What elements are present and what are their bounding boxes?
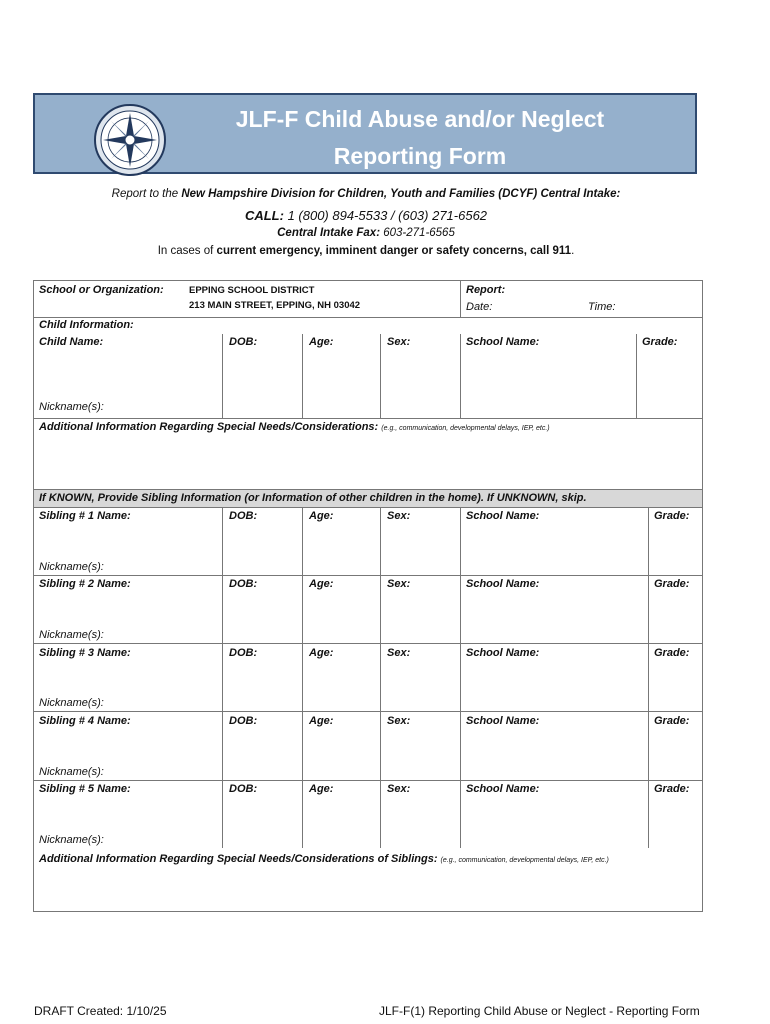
divider xyxy=(34,780,702,781)
divider xyxy=(34,643,702,644)
sibling-5-nickname-label: Nickname(s): xyxy=(39,834,104,846)
child-school-name-label: School Name: xyxy=(466,336,540,348)
sibling-2-sex-label: Sex: xyxy=(387,578,411,590)
divider xyxy=(648,711,649,780)
sibling-2-grade-label: Grade: xyxy=(654,578,690,590)
emergency-text: current emergency, imminent danger or safety concerns, call 911 xyxy=(216,245,572,257)
divider xyxy=(460,575,461,643)
sibling-1-name-label: Sibling # 1 Name: xyxy=(39,510,131,522)
divider xyxy=(648,575,649,643)
time-label: Time: xyxy=(588,301,616,313)
sibling-3-sex-label: Sex: xyxy=(387,647,411,659)
sibling-2-age-label: Age: xyxy=(309,578,334,590)
call-line xyxy=(34,208,698,223)
sibling-5-school-label: School Name: xyxy=(466,783,540,795)
sibling-4-grade-label: Grade: xyxy=(654,715,690,727)
sibling-2-nickname-label: Nickname(s): xyxy=(39,629,104,641)
sibling-2-school-label: School Name: xyxy=(466,578,540,590)
sibling-1-sex-label: Sex: xyxy=(387,510,411,522)
sibling-header: If KNOWN, Provide Sibling Information (or Information of other children in the home). If UNKNOWN, skip. xyxy=(39,492,587,504)
divider xyxy=(380,334,381,418)
divider xyxy=(222,780,223,848)
school-label: School or Organization: xyxy=(39,284,164,296)
divider xyxy=(460,334,461,418)
child-dob-label: DOB: xyxy=(229,336,258,348)
sibling-1-age-label: Age: xyxy=(309,510,334,522)
divider xyxy=(460,711,461,780)
emergency-line xyxy=(34,245,698,257)
divider xyxy=(302,575,303,643)
compass-seal-logo xyxy=(93,103,167,177)
divider xyxy=(648,643,649,711)
sibling-4-dob-label: DOB: xyxy=(229,715,258,727)
sibling-3-name-label: Sibling # 3 Name: xyxy=(39,647,131,659)
sibling-3-school-label: School Name: xyxy=(466,647,540,659)
divider xyxy=(380,575,381,643)
title-line-2: Reporting Form xyxy=(333,143,507,169)
sibling-4-school-label: School Name: xyxy=(466,715,540,727)
additional-info-text: Additional Information Regarding Special Needs/Considerations: xyxy=(39,421,379,433)
additional-info-label xyxy=(39,421,550,433)
school-address-value: 213 MAIN STREET, EPPING, NH 03042 xyxy=(189,300,361,311)
divider xyxy=(34,711,702,712)
divider xyxy=(302,334,303,418)
report-to-line xyxy=(34,188,698,200)
sibling-additional-info-text: Additional Information Regarding Special Needs/Considerations of Siblings: xyxy=(39,853,438,865)
divider xyxy=(302,780,303,848)
divider xyxy=(302,711,303,780)
child-sex-label: Sex: xyxy=(387,336,411,348)
report-to-prefix: Report to the xyxy=(111,188,182,200)
date-label: Date: xyxy=(466,301,493,313)
divider xyxy=(302,643,303,711)
divider xyxy=(648,507,649,575)
divider xyxy=(302,507,303,575)
child-name-label: Child Name: xyxy=(39,336,104,348)
call-label: CALL: xyxy=(244,208,284,223)
sibling-4-name-label: Sibling # 4 Name: xyxy=(39,715,131,727)
sibling-additional-info-hint: (e.g., communication, developmental delays, IEP, etc.) xyxy=(440,857,609,864)
emergency-prefix: In cases of xyxy=(157,245,217,257)
sibling-4-age-label: Age: xyxy=(309,715,334,727)
sibling-1-nickname-label: Nickname(s): xyxy=(39,561,104,573)
child-age-label: Age: xyxy=(309,336,334,348)
sibling-5-dob-label: DOB: xyxy=(229,783,258,795)
child-info-label: Child Information: xyxy=(39,319,134,331)
sibling-5-grade-label: Grade: xyxy=(654,783,690,795)
sibling-1-school-label: School Name: xyxy=(466,510,540,522)
divider xyxy=(380,643,381,711)
divider xyxy=(222,507,223,575)
fax-number: 603-271-6565 xyxy=(383,227,455,239)
divider xyxy=(636,334,637,418)
sibling-2-name-label: Sibling # 2 Name: xyxy=(39,578,131,590)
sibling-4-nickname-label: Nickname(s): xyxy=(39,766,104,778)
fax-label: Central Intake Fax: xyxy=(277,227,381,239)
divider xyxy=(222,643,223,711)
divider xyxy=(222,711,223,780)
school-name-value: EPPING SCHOOL DISTRICT xyxy=(189,285,315,296)
sibling-3-grade-label: Grade: xyxy=(654,647,690,659)
sibling-5-sex-label: Sex: xyxy=(387,783,411,795)
divider xyxy=(34,317,702,318)
sibling-5-name-label: Sibling # 5 Name: xyxy=(39,783,131,795)
sibling-5-age-label: Age: xyxy=(309,783,334,795)
footer-form-name: JLF-F(1) Reporting Child Abuse or Neglect - Reporting Form xyxy=(379,1004,700,1018)
sibling-additional-info-label xyxy=(39,853,609,865)
child-nickname-label: Nickname(s): xyxy=(39,401,104,413)
child-grade-label: Grade: xyxy=(642,336,678,348)
form-title-banner xyxy=(33,93,697,174)
report-label: Report: xyxy=(466,284,506,296)
divider xyxy=(460,780,461,848)
sibling-2-dob-label: DOB: xyxy=(229,578,258,590)
title-line-1: JLF-F Child Abuse and/or Neglect xyxy=(235,106,605,132)
divider xyxy=(460,643,461,711)
fax-line xyxy=(34,227,698,239)
report-form xyxy=(33,280,703,912)
dcyf-name: New Hampshire Division for Children, Youth and Families (DCYF) Central Intake: xyxy=(181,188,621,200)
divider xyxy=(222,334,223,418)
sibling-3-age-label: Age: xyxy=(309,647,334,659)
divider xyxy=(380,507,381,575)
sibling-4-sex-label: Sex: xyxy=(387,715,411,727)
divider xyxy=(34,418,702,419)
emergency-suffix: . xyxy=(571,245,575,257)
divider xyxy=(460,507,461,575)
page-title xyxy=(165,101,675,175)
divider xyxy=(222,575,223,643)
sibling-3-dob-label: DOB: xyxy=(229,647,258,659)
divider xyxy=(648,780,649,848)
sibling-3-nickname-label: Nickname(s): xyxy=(39,697,104,709)
divider xyxy=(380,711,381,780)
sibling-1-grade-label: Grade: xyxy=(654,510,690,522)
divider xyxy=(460,281,461,317)
additional-info-hint: (e.g., communication, developmental delays, IEP, etc.) xyxy=(381,425,550,432)
footer-draft-date: DRAFT Created: 1/10/25 xyxy=(34,1004,167,1018)
call-numbers: 1 (800) 894-5533 / (603) 271-6562 xyxy=(287,208,488,223)
divider xyxy=(34,575,702,576)
divider xyxy=(34,507,702,508)
divider xyxy=(380,780,381,848)
sibling-1-dob-label: DOB: xyxy=(229,510,258,522)
